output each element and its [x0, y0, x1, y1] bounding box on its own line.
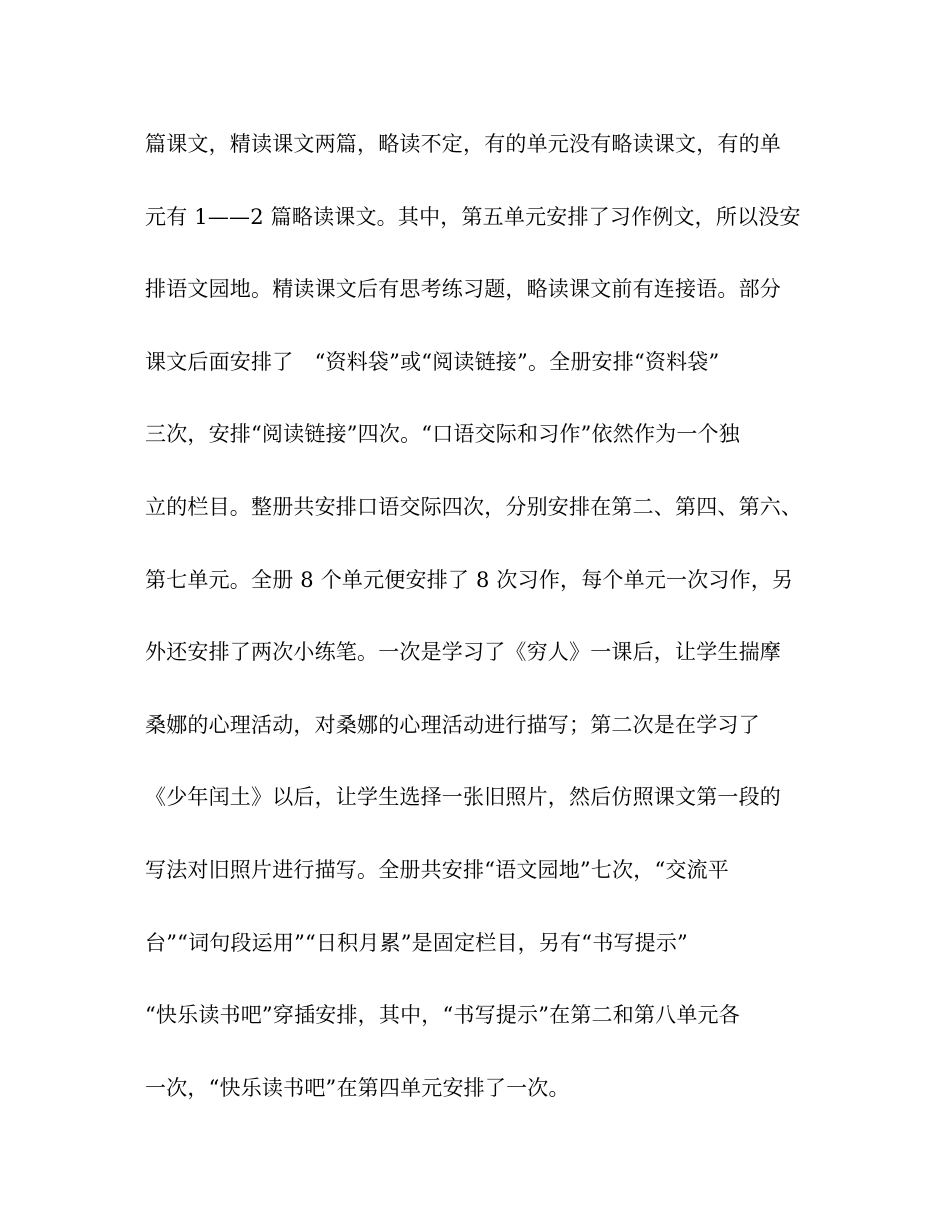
text-line: 桑娜的心理活动，对桑娜的心理活动进行描写；第二次是在学习了	[145, 712, 760, 737]
document-body	[145, 124, 835, 1140]
text-line: 元有 1——2 篇略读课文。其中，第五单元安排了习作例文，所以没安	[145, 204, 801, 229]
text-line: 外还安排了两次小练笔。一次是学习了《穷人》一课后，让学生揣摩	[145, 640, 781, 665]
text-line: 三次，安排“阅读链接”四次。“口语交际和习作”依然作为一个独	[145, 422, 740, 447]
text-line: 台”“词句段运用”“日积月累”是固定栏目，另有“书写提示”	[145, 930, 688, 955]
text-line: 第七单元。全册 8 个单元便安排了 8 次习作，每个单元一次习作，另	[145, 567, 794, 592]
text-line: 一次，“快乐读书吧”在第四单元安排了一次。	[145, 1075, 570, 1100]
text-line: 《少年闰土》以后，让学生选择一张旧照片，然后仿照课文第一段的	[145, 785, 781, 810]
text-line: 课文后面安排了 “资料袋”或“阅读链接”。全册安排“资料袋”	[145, 349, 720, 374]
text-line: 篇课文，精读课文两篇，略读不定，有的单元没有略读课文，有的单	[145, 132, 781, 156]
text-line: 立的栏目。整册共安排口语交际四次，分别安排在第二、第四、第六、	[145, 494, 803, 519]
text-line: “快乐读书吧”穿插安排，其中，“书写提示”在第二和第八单元各	[145, 1003, 740, 1028]
text-line: 排语文园地。精读课文后有思考练习题，略读课文前有连接语。部分	[145, 277, 781, 302]
text-line: 写法对旧照片进行描写。全册共安排“语文园地”七次，“交流平	[145, 857, 730, 882]
